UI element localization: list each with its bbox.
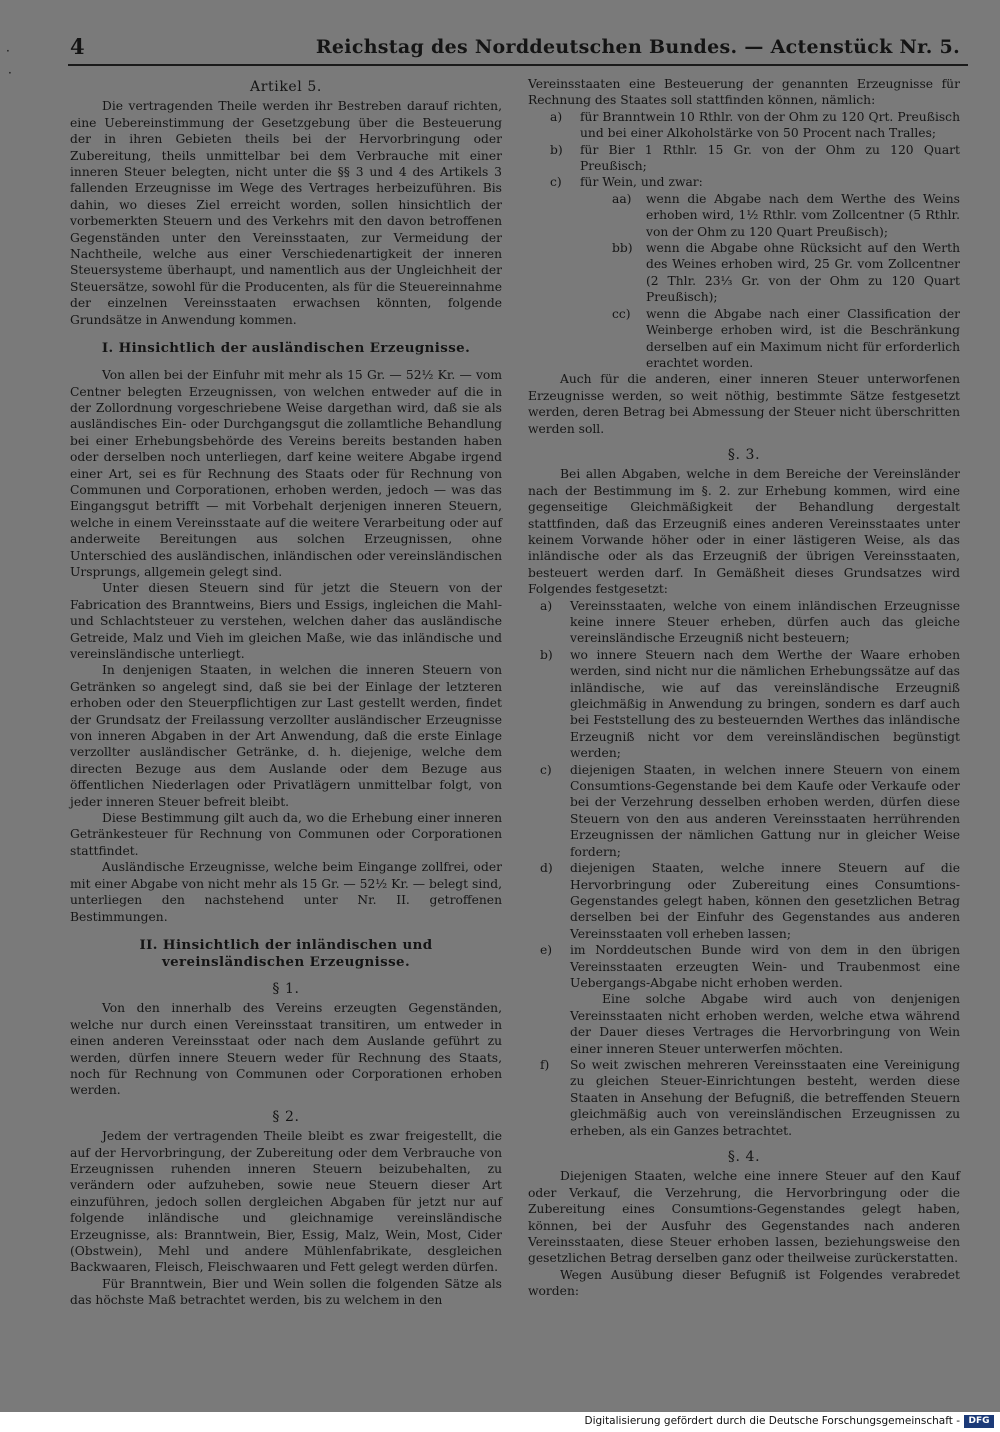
list-item: aa) wenn die Abgabe nach dem Werthe des Weins erhoben wird, 1½ Rthlr. vom Zollcentner (5 Rthlr. von der Ohm zu 120 Quart Preußisch); [612,191,960,239]
running-title: Reichstag des Norddeutschen Bundes. — Actenstück Nr. 5. [315,36,960,58]
list-item: c) diejenigen Staaten, in welchen innere Steuern von einem Consumtions-Gegenstande bei dem Kaufe oder Verkaufe oder bei der Verzehrung desselben erhoben werden, dürfen diese Steuern von den aus anderen Vereinsstaaten herrührenden Erzeugnissen der nämlichen Gattung nur in gleicher Weise fordern; [540,762,960,859]
article-title: Artikel 5. [250,79,322,95]
paragraph: Für Branntwein, Bier und Wein sollen die folgenden Sätze als das höchste Maß betrachtet werden, bis zu welchem in den [70,1276,502,1308]
paragraph-sign: § 1. [272,980,300,997]
list-item: Eine solche Abgabe wird auch von denjenigen Vereinsstaaten nicht erhoben werden, welche etwa während der Dauer dieses Vertrages die Hervorbringung von Wein einer inneren Steuer unterwerfen möchten. [570,992,960,1056]
paragraph: Bei allen Abgaben, welche in dem Bereiche der Vereinsländer nach der Bestimmung im §. 2. zur Erhebung kommen, wird eine gegenseitige Gleichmäßigkeit der Behandlung dergestalt stattfinden, daß das Erzeugniß eines anderen Vereinsstaates unter keinem Vorwande höher oder in einer lästigeren Weise, als das inländische oder als das Erzeugniß der übrigen Vereinsstaaten, besteuert werden darf. In Gemäßheit dieses Grundsatzes wird Folgendes festgesetzt: [528,467,960,597]
paragraph: Diejenigen Staaten, welche eine innere Steuer auf den Kauf oder Verkauf, die Verzehrung, die Hervorbringung oder die Zubereitung eines Consumtions-Gegenstandes gelegt haben, können, bei der Ausfuhr des Gegenstandes nach anderen Vereinsstaaten, diese Steuer erhoben lassen, beziehungsweise den gesetzlichen Betrag derselben ganz oder theilweise zurückerstatten. [528,1169,960,1266]
right-column [528,76,960,1300]
list-item: d) diejenigen Staaten, welche innere Steuern auf die Hervorbringung oder Zubereitung eines Consumtions-Gegenstandes gelegt haben, können den gesetzlichen Betrag derselben bei der Einfuhr des Gegenstandes aus anderen Vereinsstaaten voll erheben lassen; [540,861,960,941]
rules-list [528,598,960,1139]
left-column [70,76,502,1309]
paragraph: Jedem der vertragenden Theile bleibt es zwar freigestellt, die auf der Hervorbringung, der Zubereitung oder dem Verbrauche von Erzeugnissen ruhenden inneren Steuern beizubehalten, zu verändern oder aufzuheben, sowie neue Steuern dieser Art einzuführen, jedoch sollen dergleichen Abgaben für jetzt nur auf folgende inländische und gleichnamige vereinsländische Erzeugnisse, als: Branntwein, Bier, Essig, Malz, Wein, Most, Cider (Obstwein), Mehl und andere Mühlenfabrikate, desgleichen Backwaaren, Fleisch, Fleischwaaren und Fett gelegt werden dürfen. [70,1129,502,1275]
list-item: e) im Norddeutschen Bunde wird von dem in den übrigen Vereinsstaaten erzeugten Wein- und Traubenmost eine Uebergangs-Abgabe nicht erhoben werden. [540,943,960,990]
paragraph: Diese Bestimmung gilt auch da, wo die Erhebung einer inneren Getränkesteuer für Rechnung von Communen oder Corporationen stattfindet. [70,811,502,858]
paragraph-sign: §. 4. [727,1149,761,1165]
paragraph-sign: §. 3. [727,446,761,463]
paragraph: In denjenigen Staaten, in welchen die inneren Steuern von Getränken so angelegt sind, daß sie bei der Einlage der letzteren erhoben oder den Steuerpflichtigen zur Last gestellt werden, findet der Grundsatz der Freilassung verzollter ausländischer Erzeugnisse von inneren Abgaben in der Art Anwendung, daß die erste Einlage verzollter ausländischer Getränke, d. h. diejenige, welche dem directen Bezuge aus dem Auslande oder dem Bezuge aus öffentlichen Niederlagen oder Privatlägern unmittelbar folgt, von jeder inneren Steuer befreit bleibt. [70,663,502,809]
list-item: bb) wenn die Abgabe ohne Rücksicht auf den Werth des Weines erhoben wird, 25 Gr. vom Zollcentner (2 Thlr. 23⅓ Gr. von der Ohm zu 120 Quart Preußisch); [612,241,960,305]
footer-text: Digitalisierung gefördert durch die Deutsche Forschungsgemeinschaft - [584,1415,960,1427]
list-item: a) Vereinsstaaten, welche von einem inländischen Erzeugnisse keine innere Steuer erheben, dürfen auch das gleiche vereinsländische Erzeugniß nicht besteuern; [540,598,960,646]
page-header [68,34,968,64]
list-item: a) für Branntwein 10 Rthlr. von der Ohm zu 120 Qrt. Preußisch und bei einer Alkoholstärke von 50 Procent nach Tralles; [550,109,960,141]
list-item: c) für Wein, und zwar: [550,175,703,190]
header-rule [68,64,968,66]
list-item: cc) wenn die Abgabe nach einer Classification der Weinberge erhoben wird, ist die Beschränkung derselben auf ein Maximum nicht für erforderlich erachtet worden. [612,306,960,370]
list-item: f) So weit zwischen mehreren Vereinsstaaten eine Vereinigung zu gleichen Steuer-Einrichtungen besteht, werden diese Staaten in Ansehung der Befugniß, die betreffenden Steuern gleichmäßig auch von vereinsländischen Erzeugnissen zu erheben, als ein Ganzes betrachtet. [540,1057,960,1138]
list-item: b) für Bier 1 Rthlr. 15 Gr. von der Ohm zu 120 Quart Preußisch; [550,142,960,174]
list-item: b) wo innere Steuern nach dem Werthe der Waare erhoben werden, sind nicht nur die nämlichen Erhebungssätze auf das inländische, wie auf das vereinsländische Erzeugniß gleichmäßig in Anwendung zu bringen, sondern es darf auch bei Feststellung des zu besteuernden Werthes das inländische Erzeugniß nicht vor dem vereinsländischen begünstigt werden; [540,647,960,761]
section-heading: II. Hinsichtlich der inländischen und vereinsländischen Erzeugnisse. [139,936,433,970]
footer [0,1412,1000,1432]
paragraph: Vereinsstaaten eine Besteuerung der genannten Erzeugnisse für Rechnung des Staates soll stattfinden können, nämlich: [528,77,960,108]
paragraph: Auch für die anderen, einer inneren Steuer unterworfenen Erzeugnisse werden, so weit nöthig, bestimmte Sätze festgesetzt werden, deren Betrag bei Abmessung der Steuer nicht überschritten werden soll. [528,372,960,436]
paragraph-sign: § 2. [272,1108,300,1125]
page-number: 4 [70,34,85,59]
dfg-logo-icon: DFG [964,1415,994,1428]
paragraph: Ausländische Erzeugnisse, welche beim Eingange zollfrei, oder mit einer Abgabe von nicht mehr als 15 Gr. — 52½ Kr. — belegt sind, unterliegen den nachstehend unter Nr. II. getroffenen Bestimmungen. [70,860,502,924]
wine-sublist [528,191,960,371]
paragraph: Die vertragenden Theile werden ihr Bestreben darauf richten, eine Uebereinstimmung der Gesetzgebung über die Besteuerung der in ihren Gebieten theils bei der Hervorbringung oder Zubereitung, theils unmittelbar bei dem Verbrauche mit einer inneren Steuer belegten, nicht unter die §§ 3 und 4 des Artikels 3 fallenden Erzeugnisse im Wege des Vertrages herbeizuführen. Bis dahin, wo dieses Ziel erreicht worden, sollen hinsichtlich der vorbemerkten Steuern und des Verkehrs mit den davon betroffenen Gegenständen unter den Vereinsstaaten, zur Vermeidung der Nachtheile, welche aus einer Verschiedenartigkeit der inneren Steuersysteme überhaupt, und namentlich aus der Ungleichheit der Steuersätze, sowohl für die Producenten, als für die Steuereinnahme der einzelnen Vereinsstaaten erwachsen könnten, folgende Grundsätze in Anwendung kommen. [70,99,502,327]
margin-mark: · [8,66,12,80]
margin-mark: · [6,44,10,58]
paragraph: Von allen bei der Einfuhr mit mehr als 15 Gr. — 52½ Kr. — vom Centner belegten Erzeugnissen, von welchen entweder auf die in der Zollordnung vorgeschriebene Weise dargethan wird, daß sie als ausländisches Ein- oder Durchgangsgut die zollamtliche Behandlung bei einer Erhebungsbehörde des Vereins bereits bestanden haben oder derselben noch unterliegen, darf keine weitere Abgabe irgend einer Art, sei es für Rechnung des Staats oder für Rechnung von Communen und Corporationen, erhoben werden, jedoch — was das Eingangsgut betrifft — mit Vorbehalt derjenigen inneren Steuern, welche in einem Vereinsstaate auf die weitere Verarbeitung oder auf anderweite Bereitungen aus solchen Erzeugnissen, ohne Unterschied des ausländischen, inländischen oder vereinsländischen Ursprungs, allgemein gelegt sind. [70,368,502,579]
paragraph: Unter diesen Steuern sind für jetzt die Steuern von der Fabrication des Branntweins, Biers und Essigs, ingleichen die Mahl- und Schlachtsteuer zu verstehen, welchen daher das ausländische Getreide, Malz und Vieh im gleichen Maße, wie das inländische und vereinsländische unterliegt. [70,581,502,661]
paragraph: Von den innerhalb des Vereins erzeugten Gegenständen, welche nur durch einen Vereinsstaat transitiren, um entweder in einen anderen Vereinsstaat oder nach dem Auslande geführt zu werden, dürfen innere Steuern weder für Rechnung des Staats, noch für Rechnung von Communen oder Corporationen erhoben werden. [70,1001,502,1098]
paragraph: Wegen Ausübung dieser Befugniß ist Folgendes verabredet worden: [528,1267,960,1299]
section-heading: I. Hinsichtlich der ausländischen Erzeugnisse. [101,340,471,357]
rate-list [528,109,960,191]
